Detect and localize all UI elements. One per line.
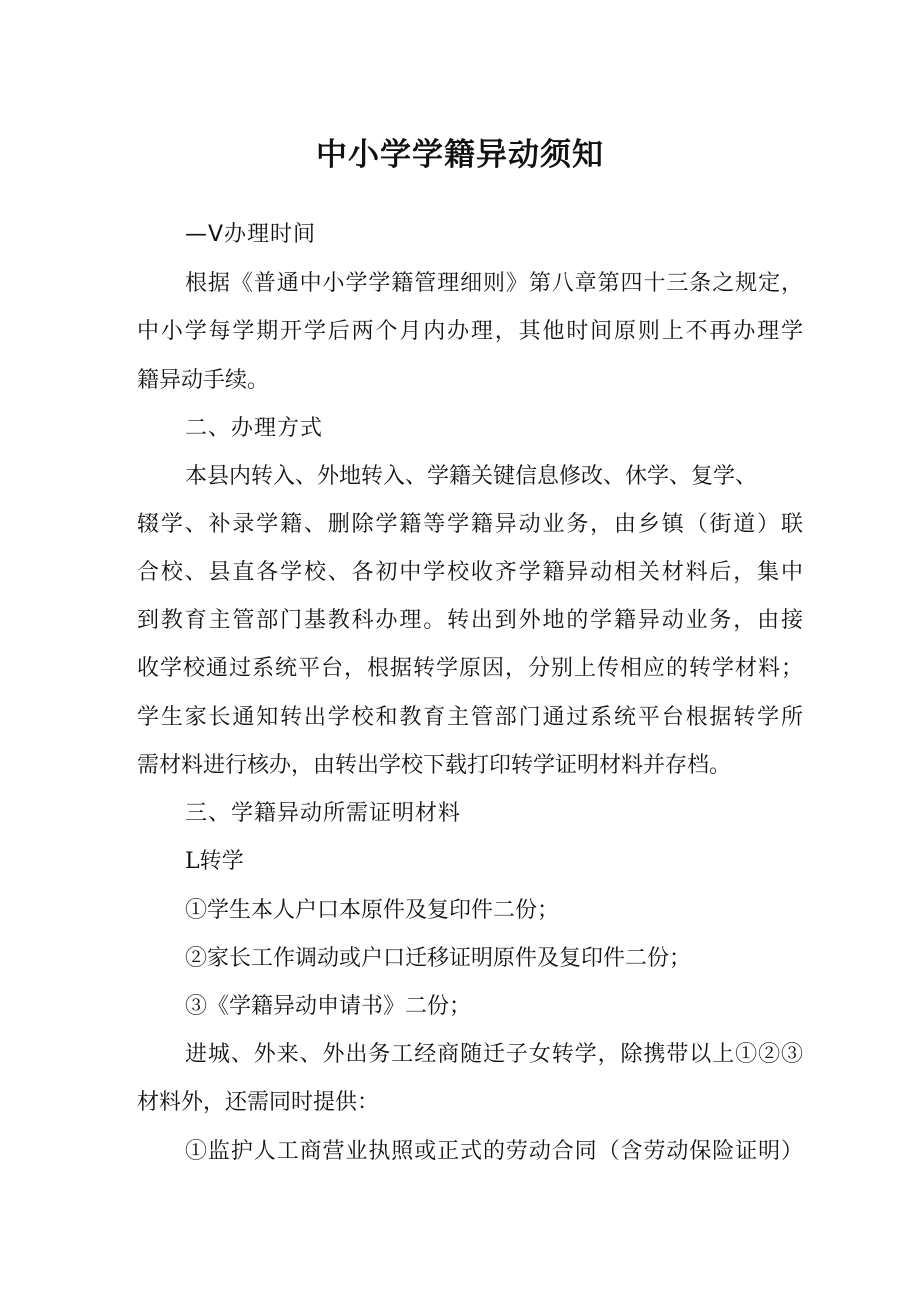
section3-paragraph-line: 进城、外来、外出务工经商随迁子女转学，除携带以上①②③ — [185, 1042, 803, 1067]
material-item: ①监护人工商营业执照或正式的劳动合同（含劳动保险证明） — [185, 1139, 803, 1164]
section1-heading: —V办理时间 — [185, 222, 317, 247]
section2-line: 到教育主管部门基教科办理。转出到外地的学籍异动业务，由接 — [137, 608, 803, 633]
section3-subheading: L转学 — [185, 849, 244, 874]
section1-line: 根据《普通中小学学籍管理细则》第八章第四十三条之规定， — [185, 271, 803, 296]
section2-line: 合校、县直各学校、各初中学校收齐学籍异动相关材料后，集中 — [137, 560, 803, 585]
section1-line: 中小学每学期开学后两个月内办理，其他时间原则上不再办理学 — [137, 319, 803, 344]
document-title: 中小学学籍异动须知 — [316, 137, 604, 173]
section2-line: 学生家长通知转出学校和教育主管部门通过系统平台根据转学所 — [137, 705, 803, 730]
section3-paragraph-line: 材料外，还需同时提供： — [137, 1090, 380, 1115]
material-item: ②家长工作调动或户口迁移证明原件及复印件二份； — [185, 946, 692, 971]
section2-line: 本县内转入、外地转入、学籍关键信息修改、休学、复学、 — [185, 464, 758, 489]
section3-heading: 三、学籍异动所需证明材料 — [185, 801, 462, 826]
section2-line: 收学校通过系统平台，根据转学原因，分别上传相应的转学材料； — [137, 656, 803, 681]
material-item: ①学生本人户口本原件及复印件二份； — [185, 898, 560, 923]
section1-line: 籍异动手续。 — [137, 368, 270, 393]
section2-heading: 二、办理方式 — [185, 416, 324, 441]
section2-line: 辍学、补录学籍、删除学籍等学籍异动业务，由乡镇（街道）联 — [137, 512, 803, 537]
section2-line: 需材料进行核办，由转出学校下载打印转学证明材料并存档。 — [137, 753, 732, 778]
material-item: ③《学籍异动申请书》二份； — [185, 994, 472, 1019]
